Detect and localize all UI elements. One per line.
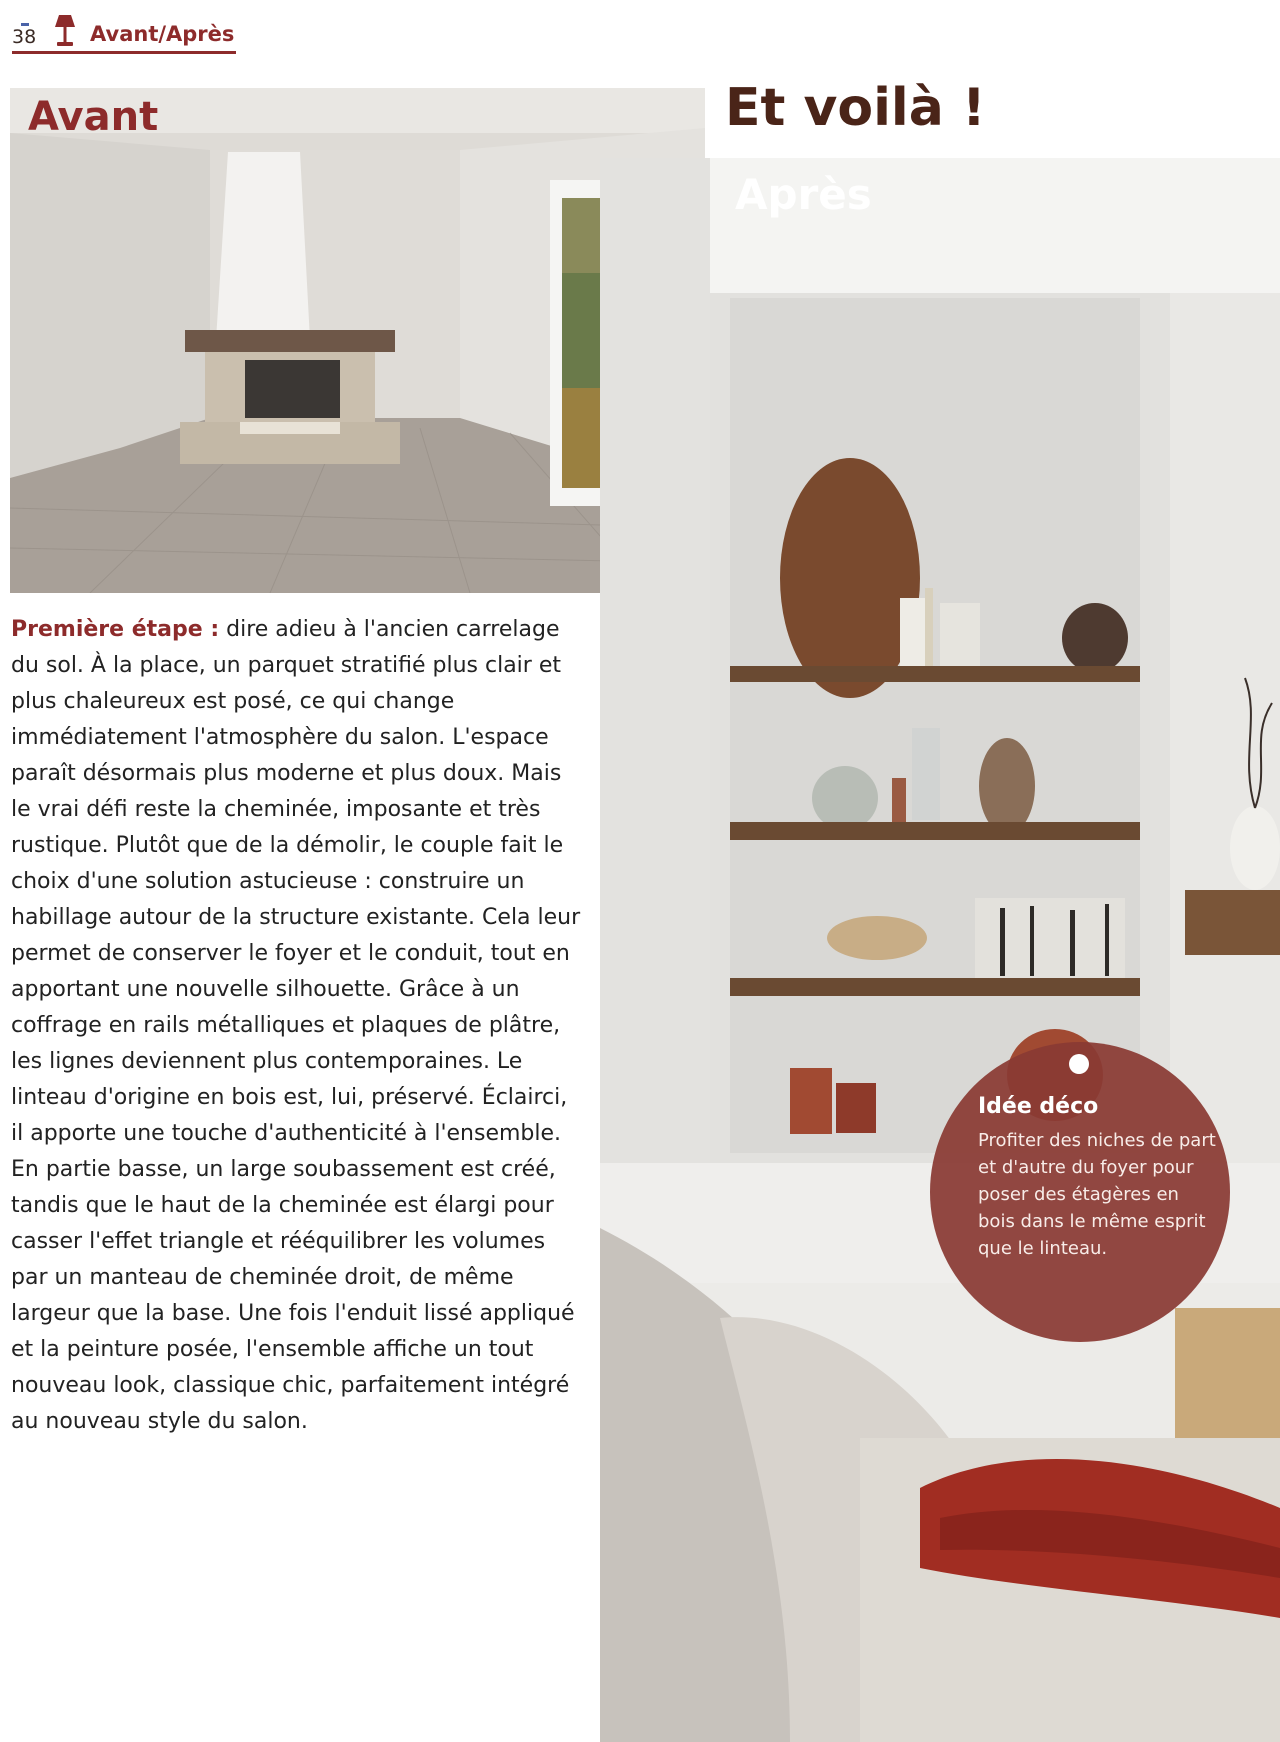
deco-tip-bubble — [930, 1042, 1230, 1342]
article-text: dire adieu à l'ancien carrelage du sol. À la place, un parquet stratifié plus clair et plus chaleureux est posé, ce qui change immédiatement l'atmosphère du salon. L'espace paraît désormais plus moderne et plus doux. Mais le vrai défi reste la cheminée, imposante et très rustique. Plutôt que de la démolir, le couple fait le choix d'une solution astucieuse : construire un habillage autour de la structure existante. Cela leur permet de conserver le foyer et le conduit, tout en apportant une nouvelle silhouette. Grâce à un coffrage en rails métalliques et plaques de plâtre, les lignes deviennent plus contemporaines. Le linteau d'origine en bois est, lui, préservé. Éclairci, il apporte une touche d'authenticité à l'ensemble. En partie basse, un large soubassement est créé, tandis que le haut de la cheminée est élargi pour casser l'effet triangle et rééquilibrer les volumes par un manteau de cheminée droit, de même largeur que la base. Une fois l'enduit lissé appliqué et la peinture posée, l'ensemble affiche un tout nouveau look, classique chic, parfaitement intégré au nouveau style du salon. — [11, 617, 581, 1434]
article-body — [11, 612, 586, 1440]
after-label: Après — [735, 170, 872, 219]
lamp-icon — [52, 14, 78, 52]
page-number-mark — [21, 23, 29, 26]
header-rule — [12, 51, 236, 54]
deco-tip-title: Idée déco — [978, 1094, 1099, 1119]
section-label: Avant/Après — [90, 22, 235, 46]
page-header — [12, 14, 236, 54]
page-number: 38 — [12, 26, 37, 48]
page-title: Et voilà ! — [725, 78, 986, 138]
bullet-dot-icon — [1069, 1054, 1089, 1074]
before-label: Avant — [28, 94, 159, 140]
deco-tip-text: Profiter des niches de part et d'autre du foyer pour poser des étagères en bois dans le même esprit que le linteau. — [978, 1130, 1216, 1259]
article-lead: Première étape : — [11, 617, 220, 642]
after-photo — [600, 158, 1280, 1742]
